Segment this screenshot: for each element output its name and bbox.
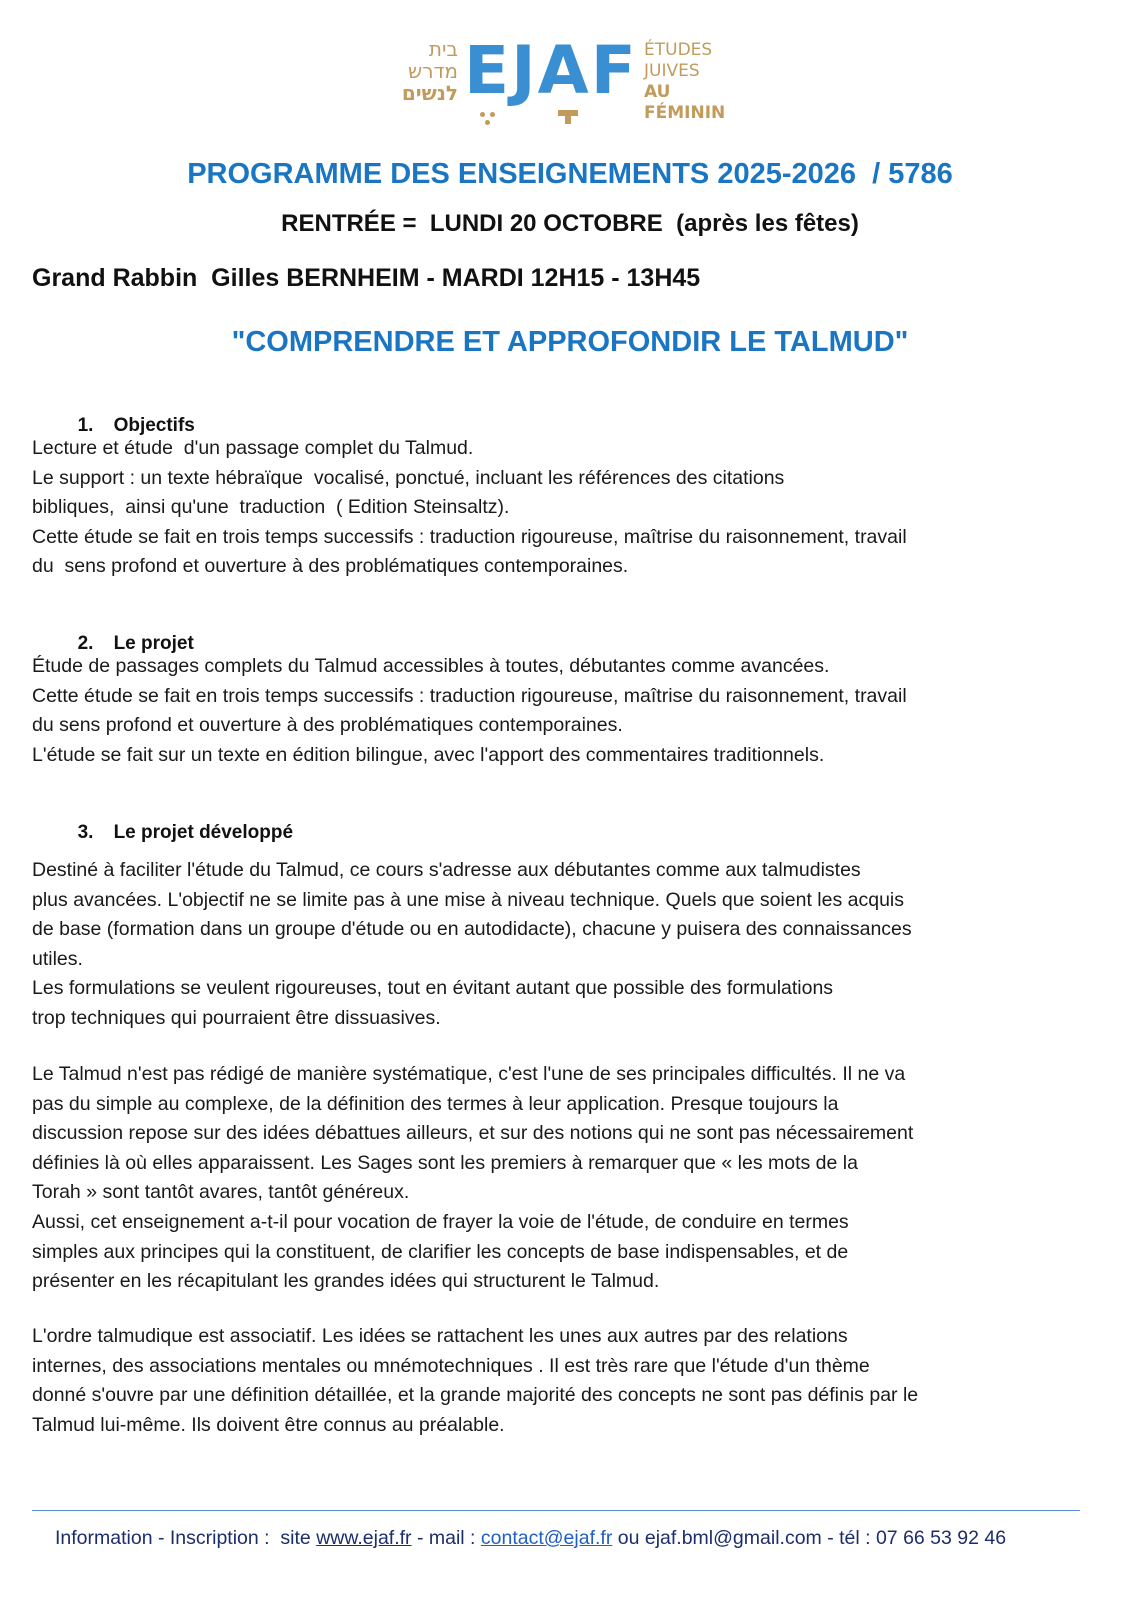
logo-hebrew-text — [388, 38, 458, 104]
logo-hebrew-line: לנשים — [401, 81, 458, 105]
logo-dots-icon — [478, 112, 498, 128]
site-link[interactable]: www.ejaf.fr — [316, 1527, 412, 1549]
teacher-schedule: Grand Rabbin Gilles BERNHEIM - MARDI 12H15 - 13H45 — [32, 264, 701, 292]
text-line: Cette étude se fait en trois temps successifs : traduction rigoureuse, maîtrise du raisonnement, travail — [32, 525, 907, 548]
text-line: Les formulations se veulent rigoureuses, tout en évitant autant que possible des formulations — [32, 977, 834, 1000]
logo-french-line: ÉTUDES — [644, 40, 713, 60]
footer-divider — [32, 1510, 1080, 1511]
text-line: bibliques, ainsi qu'une traduction ( Edition Steinsaltz). — [32, 496, 510, 519]
text-line: donné s'ouvre par une définition détaillée, et la grande majorité des concepts ne sont pas définis par le — [32, 1384, 919, 1407]
course-title: "COMPRENDRE ET APPROFONDIR LE TALMUD" — [231, 326, 909, 358]
footer-prefix: Information - Inscription : site — [55, 1527, 317, 1549]
section-number: 3. — [77, 822, 94, 843]
text-line: Lecture et étude d'un passage complet du Talmud. — [32, 437, 474, 459]
section-title: Le projet — [113, 633, 194, 654]
text-line: Destiné à faciliter l'étude du Talmud, ce cours s'adresse aux débutantes comme aux talmudistes — [32, 859, 861, 881]
text-line: Le support : un texte hébraïque vocalisé, ponctué, incluant les références des citations — [32, 466, 785, 489]
footer-contact — [55, 1527, 1006, 1550]
page-title: PROGRAMME DES ENSEIGNEMENTS 2025-2026 / 5786 — [187, 158, 953, 190]
section-heading-projet — [67, 611, 194, 655]
logo-hebrew-line: מדרש — [408, 59, 458, 83]
section-heading-objectifs — [67, 393, 195, 437]
logo-french-line: JUIVES — [644, 61, 700, 81]
text-line: Le Talmud n'est pas rédigé de manière systématique, c'est l'une de ses principales difficultés. Il ne va — [32, 1063, 906, 1085]
logo-tee-icon — [558, 110, 578, 124]
logo-hebrew-line: בית — [428, 37, 458, 61]
logo-acronym: EJAF — [464, 32, 638, 109]
text-line: pas du simple au complexe, de la définition des termes à leur application. Presque toujours la — [32, 1092, 839, 1115]
ejaf-logo — [388, 32, 728, 128]
text-line: Cette étude se fait en trois temps successifs : traduction rigoureuse, maîtrise du raisonnement, travail — [32, 684, 907, 707]
section-heading-projet-developpe — [67, 800, 293, 844]
text-line: Étude de passages complets du Talmud accessibles à toutes, débutantes comme avancées. — [32, 655, 830, 677]
text-line: définies là où elles apparaissent. Les Sages sont les premiers à remarquer que « les mots de la — [32, 1151, 858, 1174]
logo-french-line: AU FÉMININ — [644, 82, 726, 123]
footer-mail-label: - mail : — [411, 1527, 481, 1549]
text-line: présenter en les récapitulant les grandes idées qui structurent le Talmud. — [32, 1270, 660, 1293]
section-number: 2. — [77, 633, 94, 654]
text-line: de base (formation dans un groupe d'étude ou en autodidacte), chacune y puisera des connaissances — [32, 918, 912, 941]
text-line: utiles. — [32, 947, 83, 970]
text-line: plus avancées. L'objectif ne se limite pas à une mise à niveau technique. Quels que soient les acquis — [32, 888, 904, 911]
text-line: Talmud lui-même. Ils doivent être connus au préalable. — [32, 1413, 505, 1436]
section-title: Le projet développé — [113, 822, 294, 843]
text-line: Torah » sont tantôt avares, tantôt généreux. — [32, 1181, 410, 1204]
contact-email-link[interactable]: contact@ejaf.fr — [480, 1527, 613, 1549]
section-body-objectifs — [32, 434, 1112, 582]
section-number: 1. — [77, 415, 94, 436]
section-title: Objectifs — [113, 415, 195, 436]
footer-alt-contact: ou ejaf.bml@gmail.com - tél : 07 66 53 92 46 — [612, 1527, 1007, 1549]
section-body-paragraph — [32, 1060, 1112, 1297]
rentree-date: RENTRÉE = LUNDI 20 OCTOBRE (après les fêtes) — [281, 210, 859, 237]
text-line: discussion repose sur des idées débattues ailleurs, et sur des notions qui ne sont pas nécessairement — [32, 1122, 914, 1145]
text-line: Aussi, cet enseignement a-t-il pour vocation de frayer la voie de l'étude, de conduire en termes — [32, 1210, 849, 1233]
text-line: L'ordre talmudique est associatif. Les idées se rattachent les unes aux autres par des relations — [32, 1325, 848, 1347]
section-body-paragraph — [32, 1322, 1112, 1440]
section-body-projet — [32, 652, 1112, 770]
text-line: simples aux principes qui la constituent, de clarifier les concepts de base indispensables, et de — [32, 1240, 849, 1263]
text-line: du sens profond et ouverture à des problématiques contemporaines. — [32, 555, 629, 578]
text-line: internes, des associations mentales ou mnémotechniques . Il est très rare que l'étude d'un thème — [32, 1354, 870, 1377]
text-line: L'étude se fait sur un texte en édition bilingue, avec l'apport des commentaires traditionnels. — [32, 743, 825, 766]
text-line: trop techniques qui pourraient être dissuasives. — [32, 1006, 441, 1029]
text-line: du sens profond et ouverture à des problématiques contemporaines. — [32, 714, 623, 737]
section-body-paragraph — [32, 856, 1112, 1034]
logo-french-text — [644, 40, 728, 124]
